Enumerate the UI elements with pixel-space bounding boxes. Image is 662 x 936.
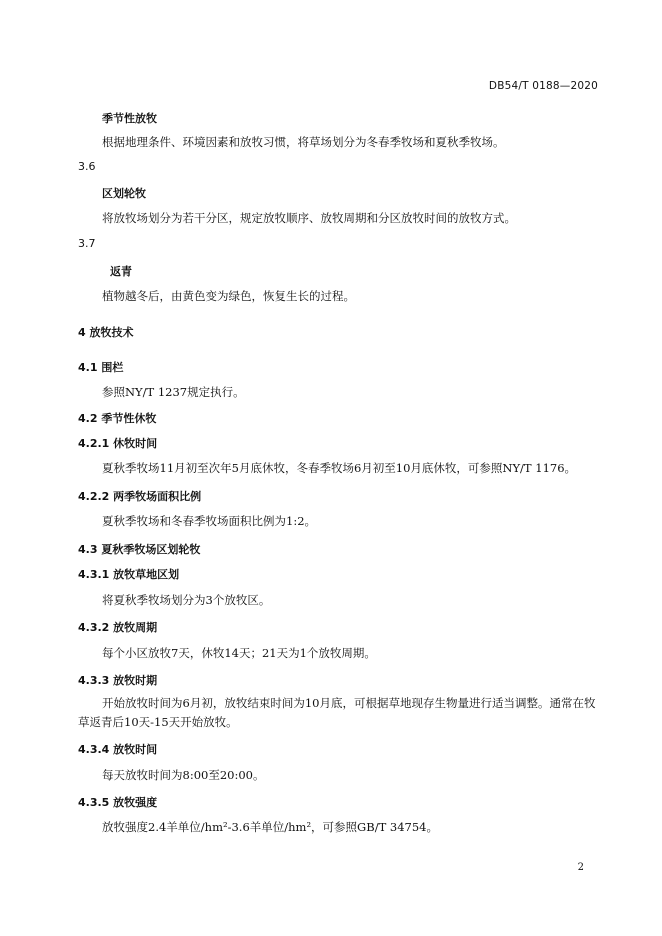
paragraph-4-3-3-line1: 开始放牧时间为6月初，放牧结束时间为10月底，可根据草地现存生物量进行适当调整。通常在牧	[102, 696, 596, 710]
section-heading-4-2-2: 4.2.2 两季牧场面积比例	[78, 490, 202, 503]
page-number: 2	[577, 862, 584, 873]
section-heading-4-3: 4.3 夏秋季牧场区划轮牧	[78, 543, 201, 556]
term-rotational-grazing: 区划轮牧	[102, 187, 146, 200]
chapter-heading-4: 4 放牧技术	[78, 326, 134, 339]
paragraph-4-2-1: 夏秋季牧场11月初至次年5月底休牧，冬春季牧场6月初至10月底休牧，可参照NY/T 1176。	[102, 461, 577, 475]
paragraph-4-3-4: 每天放牧时间为8:00至20:00。	[102, 768, 265, 782]
paragraph-4-2-2: 夏秋季牧场和冬春季牧场面积比例为1:2。	[102, 514, 317, 528]
definition-greening: 植物越冬后，由黄色变为绿色，恢复生长的过程。	[102, 289, 355, 303]
paragraph-4-3-1: 将夏秋季牧场划分为3个放牧区。	[102, 593, 271, 607]
term-greening: 返青	[110, 265, 132, 278]
paragraph-4-3-2: 每个小区放牧7天，休牧14天；21天为1个放牧周期。	[102, 646, 376, 660]
section-heading-4-2-1: 4.2.1 休牧时间	[78, 437, 158, 450]
paragraph-4-1: 参照NY/T 1237规定执行。	[102, 385, 245, 399]
definition-seasonal-grazing: 根据地理条件、环境因素和放牧习惯，将草场划分为冬春季牧场和夏秋季牧场。	[102, 135, 505, 149]
section-heading-4-3-5: 4.3.5 放牧强度	[78, 796, 158, 809]
section-heading-4-3-2: 4.3.2 放牧周期	[78, 621, 158, 634]
section-heading-4-2: 4.2 季节性休牧	[78, 412, 157, 425]
section-heading-4-3-1: 4.3.1 放牧草地区划	[78, 568, 180, 581]
paragraph-4-3-5: 放牧强度2.4羊单位/hm²-3.6羊单位/hm²，可参照GB/T 34754。	[102, 820, 438, 834]
document-id-header: DB54/T 0188—2020	[488, 80, 598, 92]
section-heading-4-3-3: 4.3.3 放牧时期	[78, 674, 158, 687]
paragraph-4-3-3-line2: 草返青后10天-15天开始放牧。	[78, 715, 238, 729]
term-seasonal-grazing: 季节性放牧	[102, 112, 157, 125]
clause-number-3-7: 3.7	[78, 237, 96, 250]
clause-number-3-6: 3.6	[78, 160, 96, 173]
section-heading-4-3-4: 4.3.4 放牧时间	[78, 743, 158, 756]
definition-rotational-grazing: 将放牧场划分为若干分区，规定放牧顺序、放牧周期和分区放牧时间的放牧方式。	[102, 211, 516, 225]
section-heading-4-1: 4.1 围栏	[78, 361, 124, 374]
